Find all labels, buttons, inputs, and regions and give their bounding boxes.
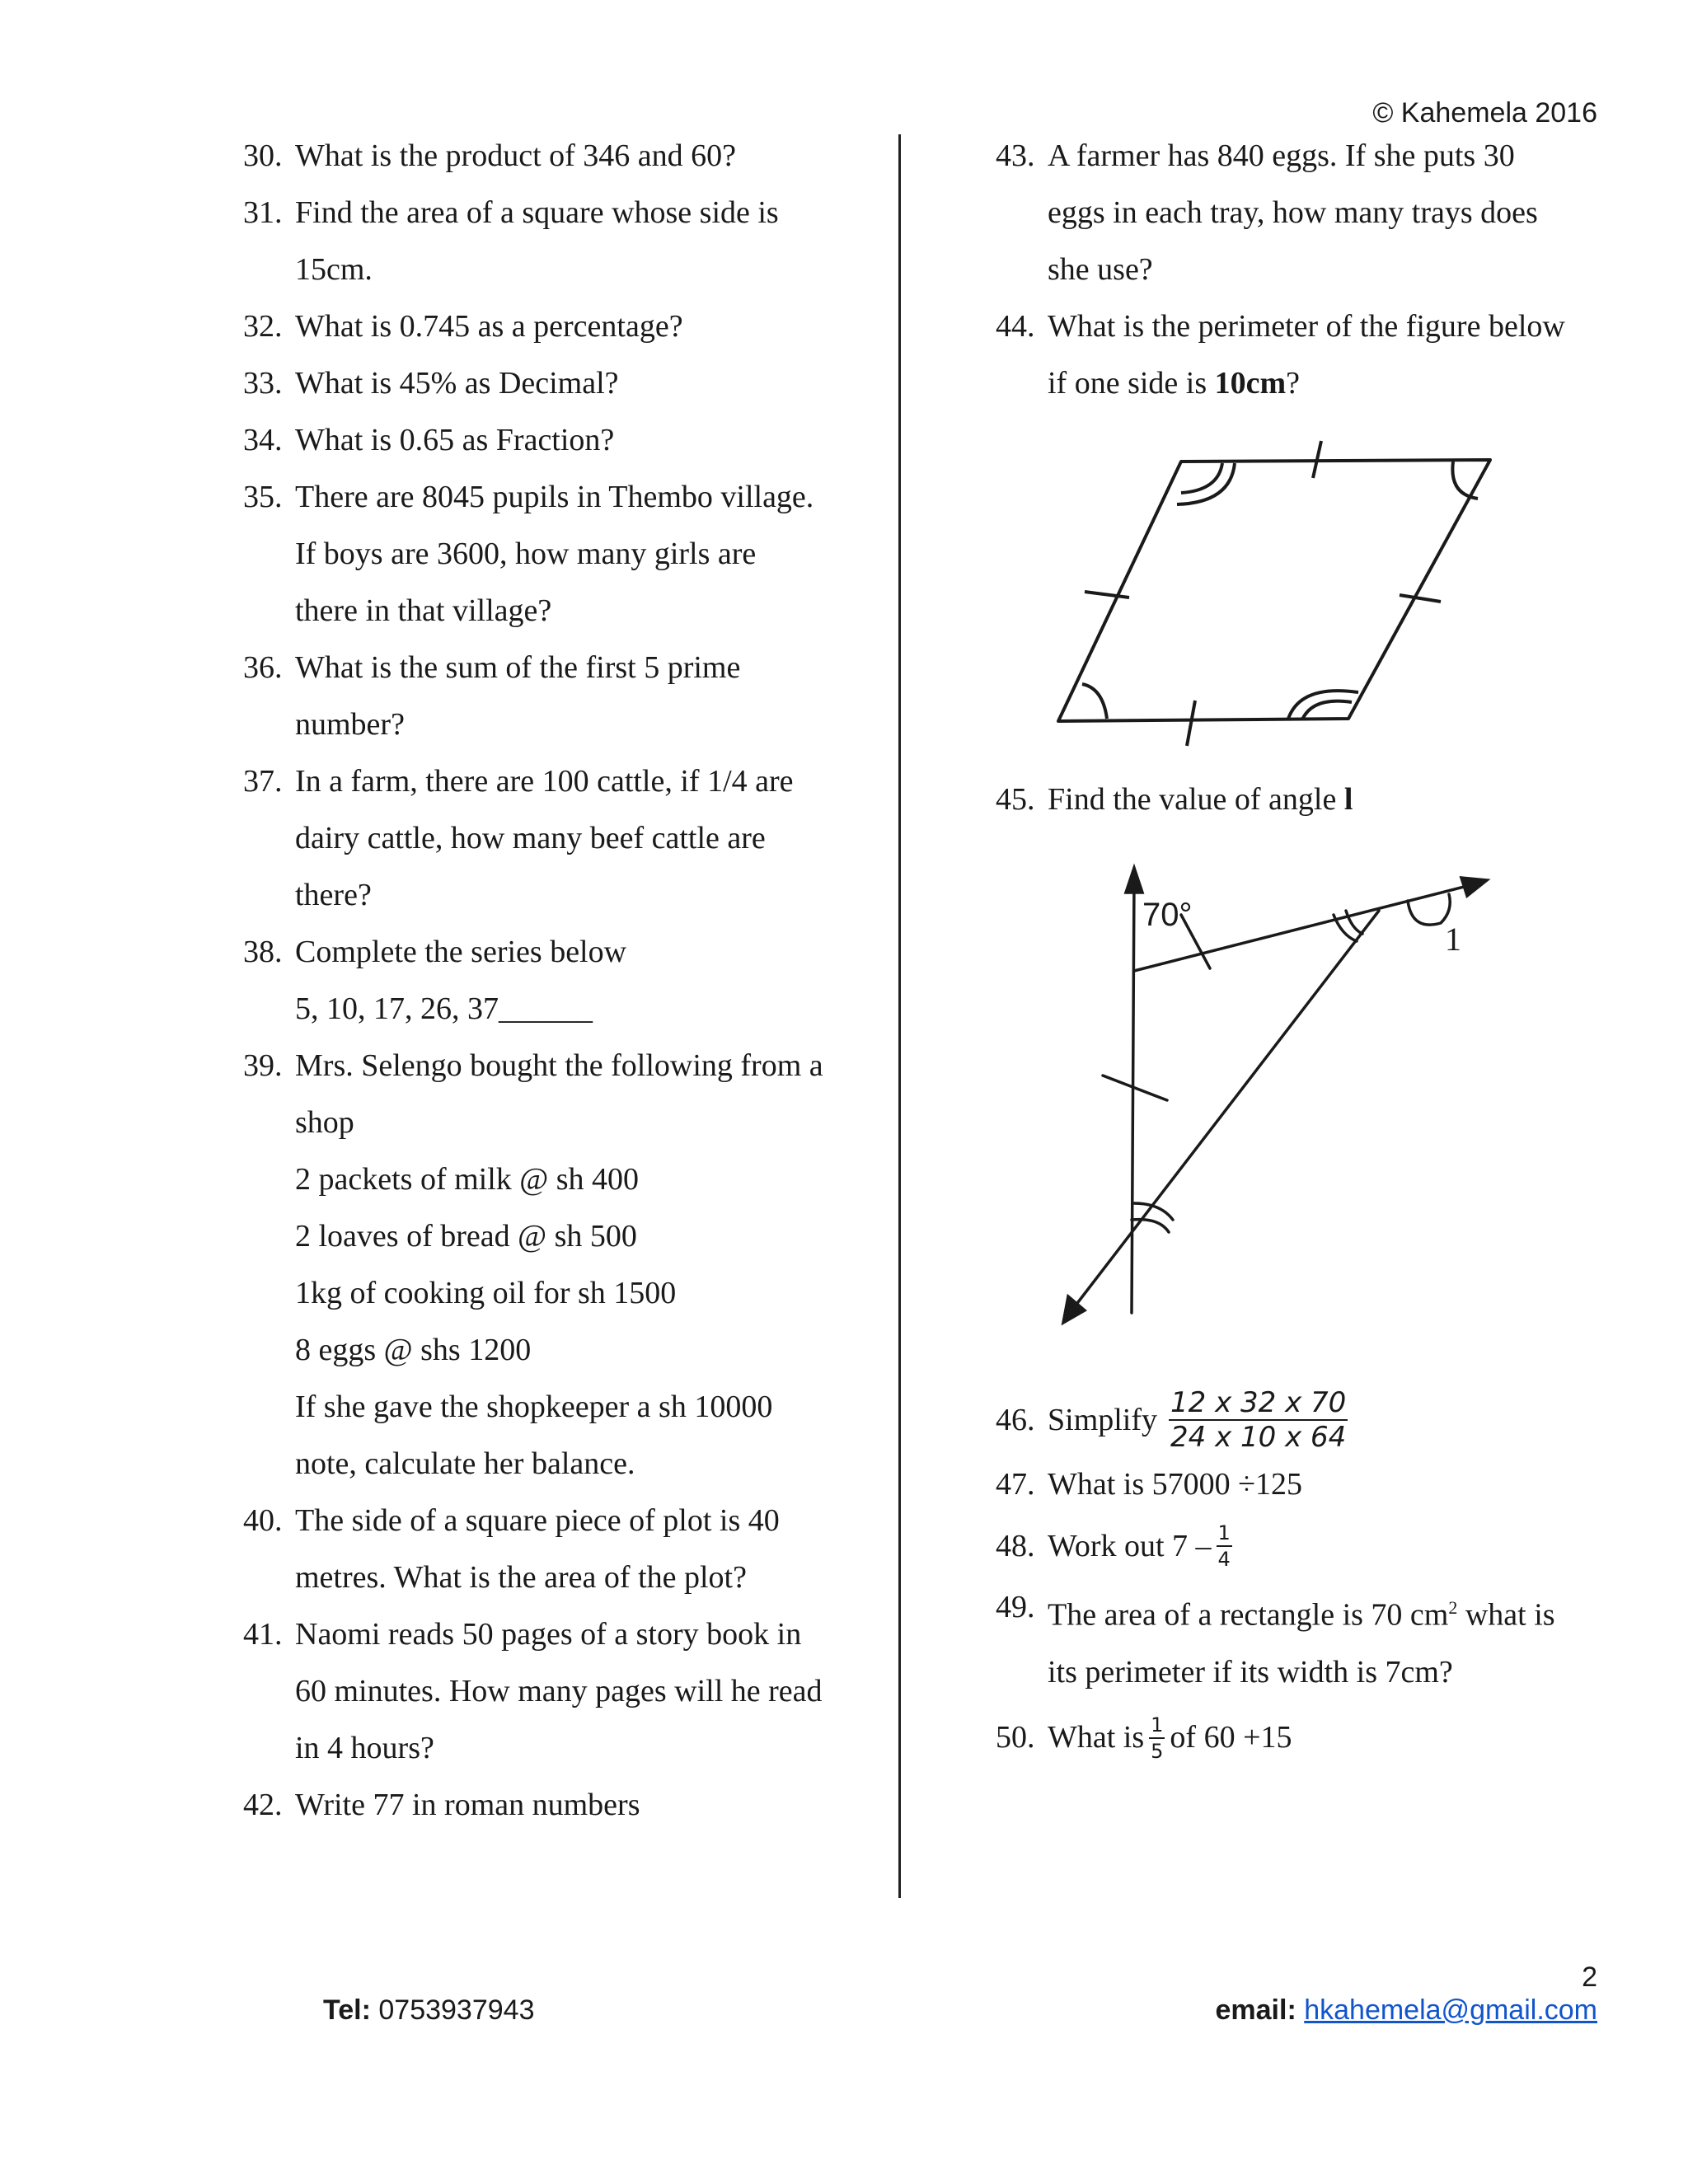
- question-45: [996, 771, 1622, 828]
- diagonal-ray: [1070, 911, 1379, 1313]
- vertical-ray: [1132, 879, 1134, 1313]
- question-text: What is 45% as Decimal?: [295, 366, 619, 401]
- question-text: Simplify: [1048, 1402, 1158, 1437]
- side-tick-bottom: [1187, 701, 1195, 746]
- question-37: [243, 753, 870, 924]
- question-number: 34.: [243, 423, 283, 457]
- text-part: if one side is: [1048, 366, 1215, 401]
- question-number: 33.: [243, 366, 283, 401]
- question-text: Naomi reads 50 pages of a story book in: [295, 1617, 802, 1652]
- question-44: [996, 298, 1622, 412]
- angle-arc-bottom-left: [1082, 684, 1107, 719]
- question-text: 60 minutes. How many pages will he read: [295, 1674, 823, 1708]
- question-number: 38.: [243, 935, 283, 969]
- question-text: 5, 10, 17, 26, 37______: [295, 991, 593, 1026]
- question-50: [996, 1701, 1622, 1775]
- question-text: 2 packets of milk @ sh 400: [295, 1162, 640, 1197]
- question-number: 36.: [243, 650, 283, 685]
- angle-variable: l: [1343, 782, 1353, 817]
- question-text: Find the value of angle: [1048, 782, 1344, 817]
- question-text: note, calculate her balance.: [295, 1446, 635, 1481]
- text-part: The area of a rectangle is 70 cm: [1048, 1597, 1449, 1633]
- question-text: A farmer has 840 eggs. If she puts 30: [1048, 138, 1515, 173]
- question-number: 40.: [243, 1503, 283, 1538]
- question-text: Work out 7 –: [1048, 1528, 1212, 1563]
- fraction-numerator: 12 x 32 x 70: [1170, 1386, 1347, 1419]
- question-34: [243, 412, 870, 469]
- arrowhead-up: [1126, 868, 1142, 893]
- question-text: What is the perimeter of the figure below: [1048, 309, 1565, 344]
- question-text: she use?: [1048, 252, 1153, 287]
- question-number: 32.: [243, 309, 283, 344]
- angle-arc-top-left: [1181, 463, 1222, 493]
- question-number: 50.: [996, 1720, 1035, 1755]
- rhombus-outline: [1058, 460, 1490, 721]
- question-number: 46.: [996, 1402, 1035, 1437]
- question-text: number?: [295, 707, 405, 742]
- question-31: [243, 185, 870, 298]
- question-text: What is the sum of the first 5 prime: [295, 650, 741, 685]
- rhombus-diagram: [996, 412, 1622, 771]
- question-text: metres. What is the area of the plot?: [295, 1560, 747, 1595]
- question-46: [996, 1386, 1622, 1454]
- angle-arc-bottom-right: [1288, 691, 1358, 719]
- arrowhead-right: [1461, 878, 1487, 896]
- question-35: [243, 469, 870, 640]
- question-text: What is the product of 346 and 60?: [295, 138, 737, 173]
- question-36: [243, 640, 870, 753]
- question-number: 35.: [243, 480, 283, 514]
- question-number: 45.: [996, 782, 1035, 817]
- question-text: 15cm.: [295, 252, 373, 287]
- question-text: 8 eggs @ shs 1200: [295, 1333, 532, 1367]
- question-text: Find the area of a square whose side is: [295, 195, 779, 230]
- left-column: [243, 128, 870, 1834]
- question-49: [996, 1579, 1622, 1701]
- column-divider: [898, 134, 901, 1898]
- question-38: [243, 924, 870, 1038]
- question-text: eggs in each tray, how many trays does: [1048, 195, 1538, 230]
- bold-value: 10cm: [1214, 366, 1287, 401]
- question-text: There are 8045 pupils in Thembo village.: [295, 480, 814, 514]
- question-40: [243, 1493, 870, 1606]
- question-text: Complete the series below: [295, 935, 627, 969]
- email-link[interactable]: hkahemela@gmail.com: [1304, 1994, 1597, 2026]
- side-tick-right: [1400, 595, 1441, 602]
- fraction-numerator: 1: [1149, 1715, 1165, 1739]
- question-text: The side of a square piece of plot is 40: [295, 1503, 780, 1538]
- question-list-left: [243, 128, 870, 1834]
- angle-arc-bottom: [1134, 1203, 1173, 1220]
- question-text: What is: [1048, 1720, 1145, 1755]
- fraction-denominator: 24 x 10 x 64: [1170, 1421, 1347, 1454]
- question-text: 2 loaves of bread @ sh 500: [295, 1219, 637, 1254]
- side-tick-vertical: [1103, 1076, 1167, 1100]
- question-text: there in that village?: [295, 593, 552, 628]
- question-number: 42.: [243, 1788, 283, 1822]
- footer-email: [1216, 1994, 1598, 2027]
- fraction-numerator: 1: [1217, 1523, 1232, 1547]
- angle-figure: [996, 828, 1622, 1372]
- question-text: What is 57000 ÷125: [1048, 1467, 1302, 1502]
- question-30: [243, 128, 870, 185]
- question-41: [243, 1606, 870, 1777]
- fraction-denominator: 4: [1217, 1548, 1231, 1571]
- question-number: 39.: [243, 1048, 283, 1083]
- question-text: there?: [295, 878, 372, 912]
- email-label: email:: [1215, 1994, 1296, 2026]
- question-number: 43.: [996, 138, 1035, 173]
- question-33: [243, 355, 870, 412]
- copyright-header: © Kahemela 2016: [1372, 97, 1597, 129]
- question-text: [1048, 355, 1622, 412]
- question-text: of 60 +15: [1170, 1720, 1292, 1755]
- question-32: [243, 298, 870, 355]
- question-text: in 4 hours?: [295, 1731, 434, 1765]
- question-42: [243, 1777, 870, 1834]
- question-text: its perimeter if its width is 7cm?: [1048, 1654, 1453, 1690]
- question-text: shop: [295, 1105, 354, 1140]
- tel-label: Tel:: [323, 1994, 371, 2026]
- angle-label-1: 1: [1445, 921, 1461, 958]
- rhombus-figure: [996, 412, 1622, 771]
- question-43: [996, 128, 1622, 298]
- question-text: [1048, 1579, 1622, 1644]
- text-part: what is: [1457, 1597, 1555, 1633]
- question-number: 49.: [996, 1590, 1035, 1624]
- question-text: If she gave the shopkeeper a sh 10000: [295, 1390, 773, 1424]
- question-number: 37.: [243, 764, 283, 799]
- fraction: [1149, 1715, 1165, 1761]
- question-39: [243, 1038, 870, 1493]
- question-text: What is 0.745 as a percentage?: [295, 309, 683, 344]
- question-text: dairy cattle, how many beef cattle are: [295, 821, 766, 855]
- tel-number: 0753937943: [370, 1994, 535, 2026]
- question-text: 1kg of cooking oil for sh 1500: [295, 1276, 677, 1310]
- question-number: 30.: [243, 138, 283, 173]
- question-47: [996, 1456, 1622, 1513]
- angle-arc-top-left-inner: [1177, 463, 1235, 504]
- footer-telephone: [323, 1994, 534, 2027]
- question-text: What is 0.65 as Fraction?: [295, 423, 615, 457]
- question-number: 48.: [996, 1528, 1035, 1563]
- fraction-denominator: 5: [1151, 1739, 1164, 1763]
- text-part: ?: [1286, 366, 1301, 401]
- fraction: [1217, 1523, 1232, 1569]
- angle-diagram: [996, 828, 1622, 1372]
- page-number: 2: [1582, 1961, 1597, 1993]
- superscript: 2: [1448, 1597, 1458, 1618]
- side-tick-left: [1085, 592, 1129, 598]
- question-number: 47.: [996, 1467, 1035, 1502]
- question-number: 31.: [243, 195, 283, 230]
- question-number: 44.: [996, 309, 1035, 344]
- angle-arc-bottom-right-inner: [1302, 701, 1352, 719]
- question-text: Write 77 in roman numbers: [295, 1788, 640, 1822]
- question-48: [996, 1513, 1622, 1579]
- fraction: [1169, 1386, 1348, 1454]
- angle-arc-top-right: [1452, 462, 1478, 499]
- arrowhead-down-left: [1063, 1296, 1085, 1323]
- question-text: If boys are 3600, how many girls are: [295, 537, 757, 571]
- question-text: Mrs. Selengo bought the following from a: [295, 1048, 823, 1083]
- question-text: In a farm, there are 100 cattle, if 1/4 are: [295, 764, 794, 799]
- right-column: [996, 128, 1622, 1775]
- question-number: 41.: [243, 1617, 283, 1652]
- angle-label-70: 70°: [1142, 897, 1193, 933]
